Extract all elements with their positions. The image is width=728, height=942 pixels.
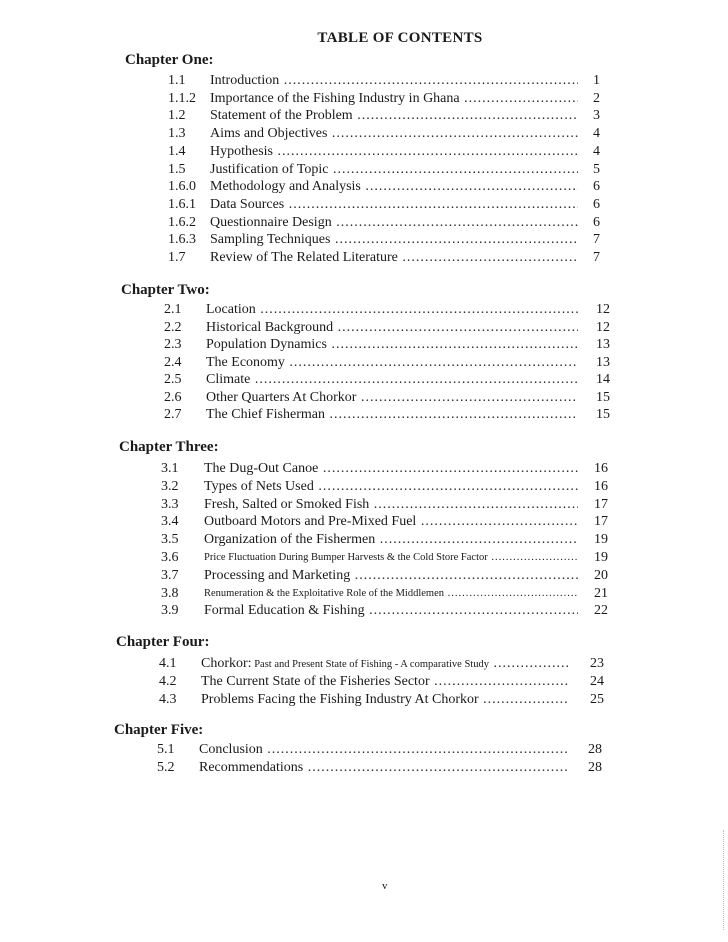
- toc-entry[interactable]: [168, 90, 602, 107]
- toc-entry-title-text: Processing and Marketing: [204, 567, 351, 583]
- toc-entry-number: 1.6.0: [168, 179, 196, 195]
- toc-entry-title-text: Problems Facing the Fishing Industry At Chorkor: [201, 691, 479, 707]
- toc-entry-number: 5.1: [157, 742, 175, 757]
- toc-entry-page: 12: [596, 302, 610, 317]
- toc-entry-title-text: Outboard Motors and Pre-Mixed Fuel: [204, 514, 417, 530]
- toc-entry-page: 28: [588, 742, 602, 757]
- toc-entry-number: 3.2: [161, 478, 179, 494]
- toc-entry[interactable]: [157, 741, 604, 758]
- toc-entry-number: 3.7: [161, 567, 179, 583]
- toc-entry-title: [210, 214, 578, 231]
- toc-entry-number: 1.2: [168, 108, 186, 124]
- toc-entry[interactable]: [168, 178, 602, 195]
- toc-entry-title-text: Data Sources: [210, 196, 285, 212]
- toc-entry-number: 2.7: [164, 407, 182, 422]
- toc-entry-page: 14: [596, 372, 610, 387]
- toc-entry[interactable]: [168, 143, 602, 160]
- chapter-heading: Chapter Four:: [116, 634, 210, 650]
- toc-entry[interactable]: [168, 72, 602, 89]
- toc-entry-page: 23: [590, 656, 604, 671]
- toc-entry-title: [210, 196, 578, 213]
- toc-entry-page: 6: [593, 196, 600, 212]
- toc-entry[interactable]: [164, 406, 612, 423]
- toc-entry-subtitle-text: Past and Present State of Fishing - A comparative Study: [251, 659, 489, 670]
- toc-entry-number: 5.2: [157, 759, 175, 775]
- toc-entry[interactable]: [157, 759, 604, 776]
- toc-entry-page: 19: [594, 532, 608, 548]
- toc-entry-title: [206, 319, 578, 336]
- toc-entry-page: 17: [594, 514, 608, 530]
- toc-entry-title: [204, 549, 578, 566]
- toc-entry-number: 2.5: [164, 372, 182, 387]
- toc-entry[interactable]: [159, 655, 606, 672]
- toc-entry[interactable]: [161, 496, 610, 513]
- chapter-heading: Chapter Five:: [114, 722, 204, 738]
- toc-entry[interactable]: [161, 478, 610, 495]
- toc-entry-title-text: Other Quarters At Chorkor: [206, 389, 357, 405]
- toc-entry-number: 3.6: [161, 550, 179, 565]
- toc-entry-title-text: Location: [206, 302, 256, 317]
- toc-entry[interactable]: [168, 231, 602, 248]
- toc-entry-title: [206, 371, 578, 388]
- toc-entry-page: 6: [593, 214, 600, 230]
- toc-entry-number: 1.5: [168, 161, 186, 177]
- toc-entry-page: 4: [593, 143, 600, 159]
- toc-entry[interactable]: [159, 673, 606, 690]
- toc-entry-title: [206, 354, 578, 371]
- toc-entry[interactable]: [159, 691, 606, 708]
- toc-entry-title: [204, 496, 578, 513]
- toc-entry-number: 3.8: [161, 585, 179, 601]
- toc-entry[interactable]: [168, 249, 602, 266]
- toc-entry-page: 13: [596, 337, 610, 352]
- toc-entry-title-text: Fresh, Salted or Smoked Fish: [204, 496, 370, 512]
- toc-entry-title: [206, 406, 578, 423]
- toc-entry-title: [199, 759, 568, 776]
- toc-entry-number: 1.3: [168, 126, 186, 142]
- toc-entry-number: 4.3: [159, 691, 177, 707]
- toc-entry-page: 16: [594, 478, 608, 494]
- toc-entry-number: 1.1: [168, 73, 186, 88]
- toc-entry[interactable]: [161, 549, 610, 566]
- toc-entry-title-text: Formal Education & Fishing: [204, 603, 365, 619]
- toc-entry-page: 21: [594, 585, 608, 601]
- toc-entry-title: [210, 143, 578, 160]
- toc-entry-title: [210, 231, 578, 248]
- toc-entry[interactable]: [161, 585, 610, 602]
- toc-entry-page: 15: [596, 407, 610, 422]
- toc-entry-number: 2.4: [164, 354, 182, 370]
- page-title: TABLE OF CONTENTS: [317, 30, 483, 46]
- toc-entry-page: 25: [590, 691, 604, 707]
- toc-entry-title: [210, 161, 578, 178]
- toc-entry-page: 3: [593, 108, 600, 124]
- toc-entry[interactable]: [161, 567, 610, 584]
- toc-entry-title-text: Price Fluctuation During Bumper Harvests & the Cold Store Factor: [204, 552, 488, 563]
- toc-entry[interactable]: [161, 602, 610, 619]
- toc-entry-title: [204, 567, 578, 584]
- toc-entry-number: 3.9: [161, 603, 179, 619]
- toc-entry[interactable]: [164, 319, 612, 336]
- toc-entry[interactable]: [168, 214, 602, 231]
- toc-entry-page: 13: [596, 354, 610, 370]
- toc-entry-title: [201, 691, 568, 708]
- toc-entry-page: 4: [593, 126, 600, 142]
- toc-entry-page: 1: [593, 73, 600, 88]
- toc-entry-title-text: Renumeration & the Exploitative Role of the Middlemen: [204, 587, 444, 599]
- toc-entry-title: [210, 72, 578, 89]
- toc-entry-title-text: Introduction: [210, 73, 280, 88]
- toc-entry-title-text: Climate: [206, 372, 251, 387]
- toc-entry-page: 7: [593, 250, 600, 265]
- toc-entry-page: 6: [593, 179, 600, 195]
- toc-entry-number: 2.1: [164, 302, 182, 317]
- toc-entry-page: 12: [596, 319, 610, 335]
- toc-entry-title-text: Methodology and Analysis: [210, 179, 361, 195]
- toc-entry-page: 28: [588, 759, 602, 775]
- scan-margin-marks: [721, 830, 724, 930]
- toc-entry-number: 4.1: [159, 656, 177, 671]
- toc-entry-title-text: Justification of Topic: [210, 161, 329, 177]
- toc-entry-title: [206, 301, 578, 318]
- toc-entry-title: [204, 478, 578, 495]
- page-number: v: [382, 880, 388, 892]
- toc-entry-number: 4.2: [159, 673, 177, 689]
- toc-entry-title-text: Historical Background: [206, 319, 334, 335]
- toc-entry-title: [206, 336, 578, 353]
- chapter-heading: Chapter One:: [125, 52, 214, 68]
- toc-entry-title: [206, 389, 578, 406]
- toc-entry-title-text: Statement of the Problem: [210, 108, 353, 124]
- toc-entry-title-text: Aims and Objectives: [210, 126, 328, 142]
- toc-entry-title: [204, 602, 578, 619]
- toc-entry-title: [204, 585, 578, 602]
- toc-entry-number: 2.3: [164, 337, 182, 352]
- toc-entry-title-text: Importance of the Fishing Industry in Ghana: [210, 90, 460, 106]
- toc-entry-title-text: Hypothesis: [210, 143, 273, 159]
- toc-entry-number: 1.7: [168, 250, 186, 265]
- toc-entry-page: 16: [594, 461, 608, 476]
- toc-entry-title: [199, 741, 568, 758]
- toc-entry-title: [201, 655, 568, 673]
- toc-entry-title-text: Conclusion: [199, 742, 263, 757]
- toc-entry-number: 3.4: [161, 514, 179, 530]
- toc-entry-title: [210, 178, 578, 195]
- chapter-heading: Chapter Three:: [119, 439, 219, 455]
- toc-entry-title: [210, 125, 578, 142]
- toc-entry[interactable]: [164, 301, 612, 318]
- toc-entry-number: 3.5: [161, 532, 179, 548]
- toc-entry[interactable]: [164, 389, 612, 406]
- toc-entry[interactable]: [161, 460, 610, 477]
- toc-entry-title-text: The Current State of the Fisheries Sector: [201, 673, 430, 689]
- toc-entry-title-text: Population Dynamics: [206, 337, 327, 352]
- toc-entry-title: [210, 90, 578, 107]
- toc-entry-title-text: The Economy: [206, 354, 285, 370]
- toc-entry-page: 24: [590, 673, 604, 689]
- toc-entry-page: 7: [593, 232, 600, 248]
- toc-entry-title: [210, 249, 578, 266]
- toc-entry-title-text: Chorkor:: [201, 656, 252, 671]
- toc-entry-title-text: Review of The Related Literature: [210, 250, 398, 265]
- toc-entry-number: 1.6.3: [168, 232, 196, 248]
- toc-entry-title-text: Types of Nets Used: [204, 478, 314, 494]
- toc-entry-title-text: Sampling Techniques: [210, 232, 331, 248]
- toc-entry[interactable]: [164, 336, 612, 353]
- toc-entry-number: 3.3: [161, 496, 179, 512]
- toc-entry-title: [204, 531, 578, 548]
- toc-entry-page: 19: [594, 550, 608, 565]
- toc-entry-number: 1.4: [168, 143, 186, 159]
- toc-entry-title: [204, 460, 578, 477]
- toc-entry-page: 15: [596, 389, 610, 405]
- toc-entry-number: 1.6.1: [168, 196, 196, 212]
- toc-entry-title-text: Organization of the Fishermen: [204, 532, 376, 548]
- toc-entry-number: 2.2: [164, 319, 182, 335]
- toc-entry-title: [210, 107, 578, 124]
- toc-entry-number: 3.1: [161, 461, 179, 476]
- toc-entry-number: 1.6.2: [168, 214, 196, 230]
- toc-entry[interactable]: [168, 125, 602, 142]
- toc-entry-page: 20: [594, 567, 608, 583]
- toc-entry-page: 22: [594, 603, 608, 619]
- toc-entry[interactable]: [168, 161, 602, 178]
- toc-entry-page: 2: [593, 90, 600, 106]
- toc-entry-number: 2.6: [164, 389, 182, 405]
- toc-entry[interactable]: [161, 531, 610, 548]
- toc-entry-title-text: Recommendations: [199, 759, 304, 775]
- toc-entry[interactable]: [168, 107, 602, 124]
- toc-entry-title: [201, 673, 568, 690]
- toc-entry[interactable]: [164, 371, 612, 388]
- toc-entry[interactable]: [164, 354, 612, 371]
- toc-entry-title: [204, 513, 578, 530]
- toc-entry[interactable]: [168, 196, 602, 213]
- chapter-heading: Chapter Two:: [121, 282, 210, 298]
- toc-entry-title-text: The Chief Fisherman: [206, 407, 325, 422]
- toc-entry-page: 5: [593, 161, 600, 177]
- toc-entry-title-text: Questionnaire Design: [210, 214, 332, 230]
- toc-entry[interactable]: [161, 513, 610, 530]
- toc-entry-page: 17: [594, 496, 608, 512]
- toc-entry-number: 1.1.2: [168, 90, 196, 106]
- toc-entry-title-text: The Dug-Out Canoe: [204, 461, 319, 476]
